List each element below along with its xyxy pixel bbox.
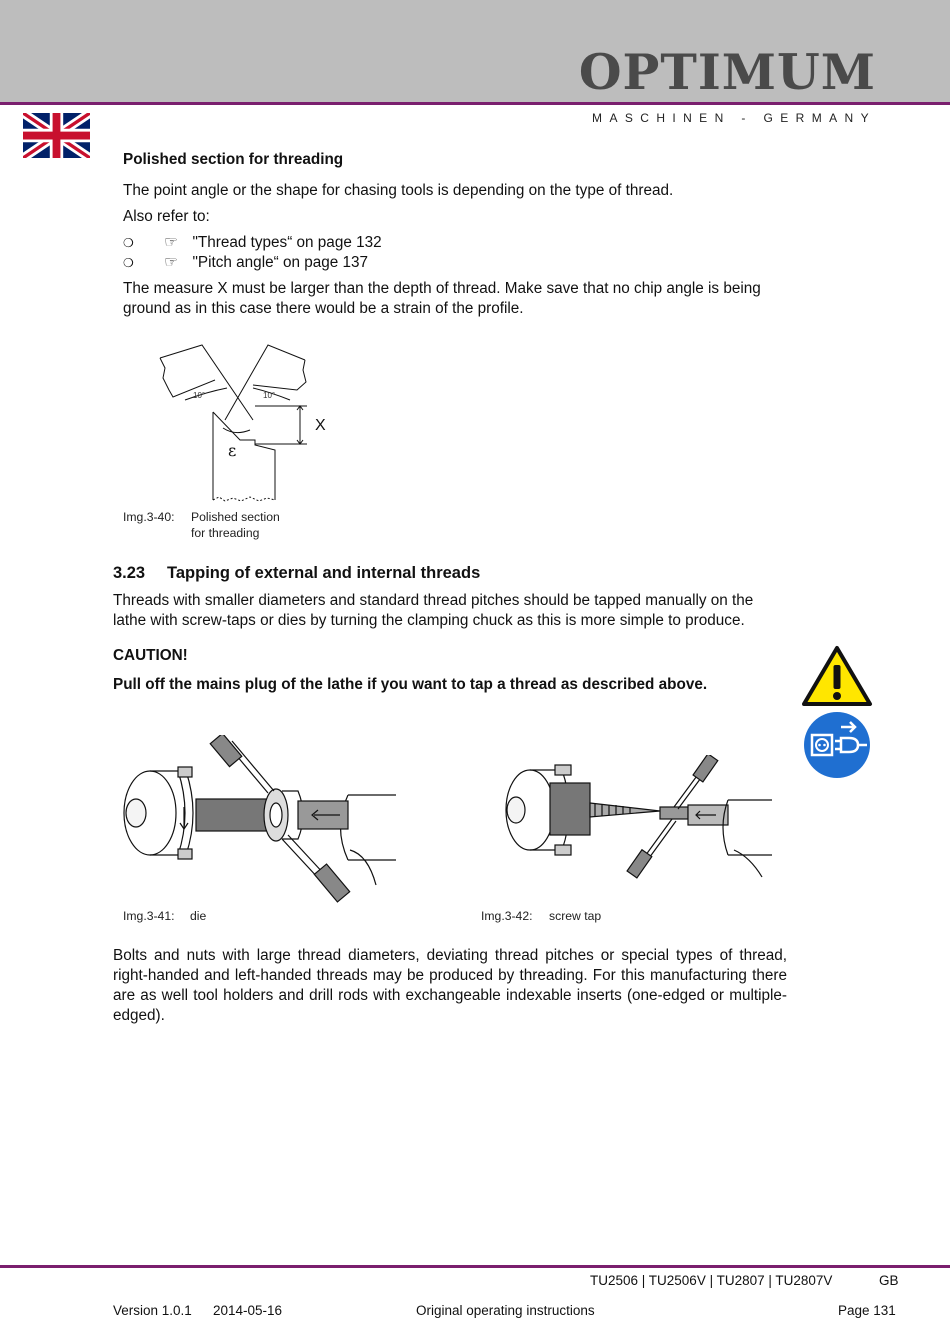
angle-label-left: 10° [193,391,206,400]
reference-link[interactable]: "Thread types“ on page 132 [192,234,382,251]
footer-page-number: Page 131 [838,1303,896,1318]
section-heading: Polished section for threading [123,151,344,168]
paragraph: Threads with smaller diameters and standard thread pitches should be tapped manually on the lathe with screw-taps or dies by turning the clamping chuck as this is more simple to produce. [113,592,754,629]
paragraph: Bolts and nuts with large thread diameters, deviating thread pitches or special types of thread, right-handed and left-handed threads may be produced by threading. For this manufacturing there are as well tool holders and drill rods with exchangeable indexable inserts (one-edged or multiple-edged). [113,947,787,1024]
caution-label: CAUTION! [113,647,188,664]
figure-caption-text: die [190,909,207,923]
section-number: 3.23 [113,564,146,582]
x-dimension-label: X [315,417,326,434]
footer-language: GB [879,1273,899,1288]
footer-models: TU2506 | TU2506V | TU2807 | TU2807V [590,1273,833,1288]
warning-triangle-icon [801,645,873,707]
also-refer-label: Also refer to: [123,208,210,225]
figure-caption-number: Img.3-41: [123,909,175,923]
unplug-mains-icon [803,711,871,779]
figure-caption-text: for threading [191,526,260,540]
epsilon-label: ε [228,441,237,460]
caution-text: Pull off the mains plug of the lathe if you want to tap a thread as described above. [113,676,708,693]
footer-document: Original operating instructions [416,1303,595,1318]
section-title: Tapping of external and internal threads [167,564,481,582]
reference-link[interactable]: "Pitch angle“ on page 137 [192,254,369,271]
paragraph: The point angle or the shape for chasing tools is depending on the type of thread. [123,182,674,199]
figure-caption-text: Polished section [191,510,280,524]
uk-flag-icon [23,113,90,158]
die-illustration [118,735,398,903]
reference-item [123,253,623,273]
reference-item [123,233,623,253]
pointing-hand-icon: ☞ [164,234,178,251]
pointing-hand-icon: ☞ [164,254,178,271]
footer-version: Version 1.0.1 [113,1303,192,1318]
footer-date: 2014-05-16 [213,1303,283,1318]
bullet-icon: ❍ [123,236,134,250]
chasing-tool-diagram [155,340,335,505]
screw-tap-illustration [500,755,775,880]
footer-rule [0,1265,950,1268]
brand-subtitle: MASCHINEN - GERMANY [592,111,876,125]
paragraph: The measure X must be larger than the depth of thread. Make save that no chip angle is being ground as in this case there would be a strain of the profile. [123,280,761,317]
figure-caption-text: screw tap [549,909,602,923]
bullet-icon: ❍ [123,256,134,270]
figure-caption-number: Img.3-42: [481,909,533,923]
angle-label-right: 10° [263,391,276,400]
brand-logo: OPTIMUM [578,43,876,101]
figure-caption-number: Img.3-40: [123,510,175,524]
header-rule [0,102,950,105]
